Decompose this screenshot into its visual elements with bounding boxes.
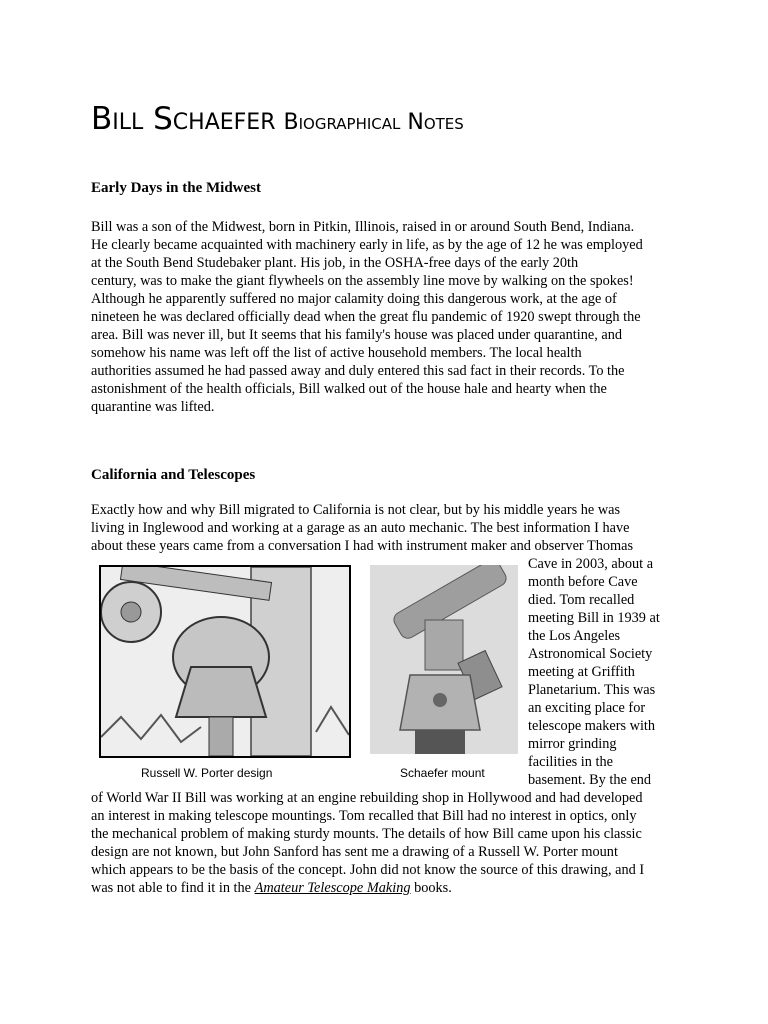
text-line: Exactly how and why Bill migrated to California is not clear, but by his middle years he was (91, 502, 621, 518)
paragraph-california-bottom (91, 789, 644, 879)
text-line: somehow his name was left off the list of active household members. The local health (91, 345, 582, 361)
text-line: facilities in the (528, 754, 613, 770)
text-line: about these years came from a conversation I had with instrument maker and observer Thomas (91, 538, 634, 554)
last-line-before: was not able to find it in the (91, 880, 255, 896)
text-line: the Los Angeles (528, 628, 621, 644)
text-line: Cave in 2003, about a (528, 556, 654, 572)
section-heading-california: California and Telescopes (91, 467, 256, 483)
text-line: meeting Bill in 1939 at (528, 610, 660, 626)
paragraph-california-top (91, 501, 633, 555)
text-line: area. Bill was never ill, but It seems that his family's house was placed under quarantine, and (91, 327, 623, 343)
text-line: Planetarium. This was (528, 682, 656, 698)
text-line: nineteen he was declared officially dead when the great flu pandemic of 1920 swept through the (91, 309, 641, 325)
schaefer-mount-image (370, 565, 518, 754)
text-line: basement. By the end (528, 772, 652, 788)
text-line: quarantine was lifted. (91, 399, 215, 415)
section-heading-early-days: Early Days in the Midwest (91, 180, 261, 196)
title-sub: Biographical Notes (283, 110, 464, 135)
paragraph-last-line (91, 879, 452, 897)
text-line: died. Tom recalled (528, 592, 635, 608)
text-line: design are not known, but John Sanford has sent me a drawing of a Russell W. Porter mount (91, 844, 618, 860)
text-line: at the South Bend Studebaker plant. His job, in the OSHA-free days of the early 20th (91, 255, 579, 271)
text-line: an exciting place for (528, 700, 646, 716)
amateur-telescope-making-link[interactable]: Amateur Telescope Making (254, 880, 411, 896)
text-line: the mechanical problem of making sturdy mounts. The details of how Bill came upon his classic (91, 826, 642, 842)
text-line: living in Inglewood and working at a garage as an auto mechanic. The best information I have (91, 520, 630, 536)
text-line: of World War II Bill was working at an engine rebuilding shop in Hollywood and had developed (91, 790, 643, 806)
schaefer-caption: Schaefer mount (400, 766, 485, 780)
page-title (91, 101, 464, 137)
text-line: Astronomical Society (528, 646, 653, 662)
porter-design-image (99, 565, 351, 758)
text-line: meeting at Griffith (528, 664, 635, 680)
text-line: month before Cave (528, 574, 638, 590)
title-main: Bill Schaefer (91, 101, 276, 137)
text-line: mirror grinding (528, 736, 617, 752)
text-line: authorities assumed he had passed away and duly entered this sad fact in their records. To the (91, 363, 625, 379)
text-line: Although he apparently suffered no major calamity doing this dangerous work, at the age of (91, 291, 617, 307)
text-line: astonishment of the health officials, Bill walked out of the house hale and hearty when the (91, 381, 607, 397)
paragraph-early-days (91, 218, 643, 416)
porter-caption: Russell W. Porter design (141, 766, 273, 780)
paragraph-california-side (528, 555, 660, 789)
text-line: which appears to be the basis of the concept. John did not know the source of this drawing, and I (91, 862, 645, 878)
text-line: an interest in making telescope mountings. Tom recalled that Bill had no interest in optics, only (91, 808, 637, 824)
text-line: telescope makers with (528, 718, 656, 734)
last-line-after: books. (410, 880, 452, 896)
text-line: century, was to make the giant flywheels on the assembly line move by walking on the spokes! (91, 273, 634, 289)
text-line: Bill was a son of the Midwest, born in Pitkin, Illinois, raised in or around South Bend, Indiana. (91, 219, 635, 235)
text-line: He clearly became acquainted with machinery early in life, as by the age of 12 he was employed (91, 237, 643, 253)
